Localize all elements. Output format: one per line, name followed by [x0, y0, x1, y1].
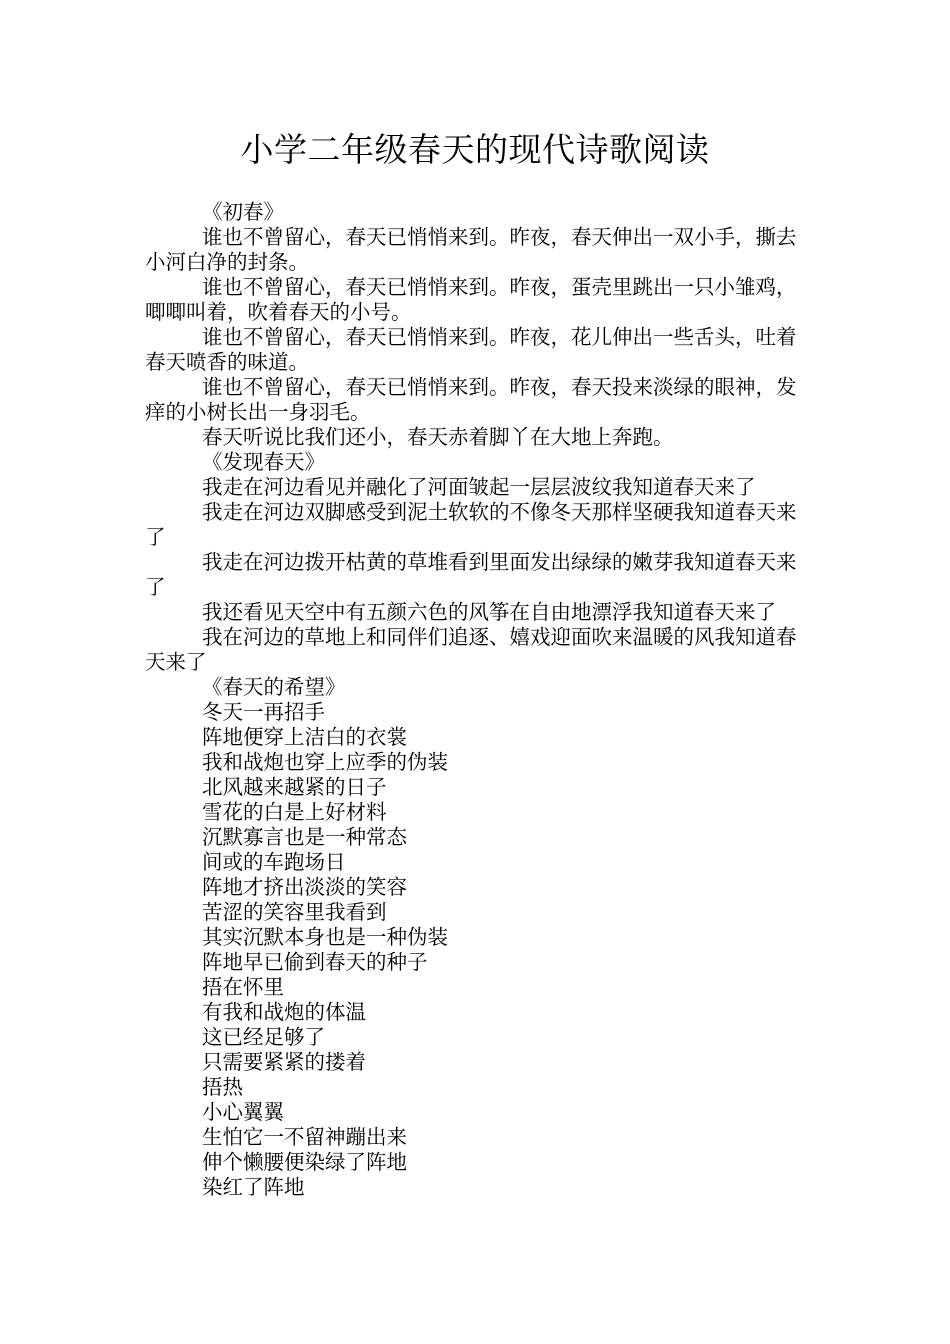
- poem3-line: 染红了阵地: [202, 1175, 305, 1199]
- poem3-line: 冬天一再招手: [202, 700, 325, 724]
- poem2-paragraph: 我走在河边拨开枯黄的草堆看到里面发出绿绿的嫩芽我知道春天来了: [145, 550, 797, 599]
- poem2-paragraph: 我走在河边看见并融化了河面皱起一层层波纹我知道春天来了: [202, 475, 756, 499]
- poem1-paragraph: 春天听说比我们还小，春天赤着脚丫在大地上奔跑。: [202, 425, 674, 449]
- poem3-line: 捂在怀里: [202, 975, 284, 999]
- poem3-line: 阵地才挤出淡淡的笑容: [202, 875, 407, 899]
- poem3-heading: 《春天的希望》: [202, 675, 346, 699]
- document-title: 小学二年级春天的现代诗歌阅读: [240, 130, 710, 169]
- poem3-line: 生怕它一不留神蹦出来: [202, 1125, 407, 1149]
- poem2-paragraph: 我还看见天空中有五颜六色的风筝在自由地漂浮我知道春天来了: [202, 600, 776, 624]
- poem3-line: 苦涩的笑容里我看到: [202, 900, 387, 924]
- poem3-line: 我和战炮也穿上应季的伪装: [202, 750, 448, 774]
- poem3-line: 只需要紧紧的搂着: [202, 1050, 366, 1074]
- poem2-paragraph: 我在河边的草地上和同伴们追逐、嬉戏迎面吹来温暖的风我知道春天来了: [145, 625, 797, 674]
- poem3-line: 这已经足够了: [202, 1025, 325, 1049]
- poem3-line: 北风越来越紧的日子: [202, 775, 387, 799]
- poem1-paragraph: 谁也不曾留心，春天已悄悄来到。昨夜，蛋壳里跳出一只小雏鸡，唧唧叫着，吹着春天的小号。: [145, 275, 797, 324]
- poem1-heading: 《初春》: [202, 200, 284, 224]
- poem3-line: 伸个懒腰便染绿了阵地: [202, 1150, 407, 1174]
- poem3-line: 沉默寡言也是一种常态: [202, 825, 407, 849]
- poem3-line: 阵地便穿上洁白的衣裳: [202, 725, 407, 749]
- poem1-paragraph: 谁也不曾留心，春天已悄悄来到。昨夜，春天投来淡绿的眼神，发痒的小树长出一身羽毛。: [145, 375, 797, 424]
- poem3-line: 其实沉默本身也是一种伪装: [202, 925, 448, 949]
- poem3-line: 间或的车跑场日: [202, 850, 346, 874]
- poem3-line: 有我和战炮的体温: [202, 1000, 366, 1024]
- document-body: [145, 200, 810, 1200]
- poem3-line: 雪花的白是上好材料: [202, 800, 387, 824]
- poem2-heading: 《发现春天》: [202, 450, 325, 474]
- poem3-line: 阵地早已偷到春天的种子: [202, 950, 428, 974]
- poem3-line: 捂热: [202, 1075, 243, 1099]
- poem3-line: 小心翼翼: [202, 1100, 284, 1124]
- poem2-paragraph: 我走在河边双脚感受到泥土软软的不像冬天那样坚硬我知道春天来了: [145, 500, 797, 549]
- poem1-paragraph: 谁也不曾留心，春天已悄悄来到。昨夜，花儿伸出一些舌头，吐着春天喷香的味道。: [145, 325, 797, 374]
- poem1-paragraph: 谁也不曾留心，春天已悄悄来到。昨夜，春天伸出一双小手，撕去小河白净的封条。: [145, 225, 797, 274]
